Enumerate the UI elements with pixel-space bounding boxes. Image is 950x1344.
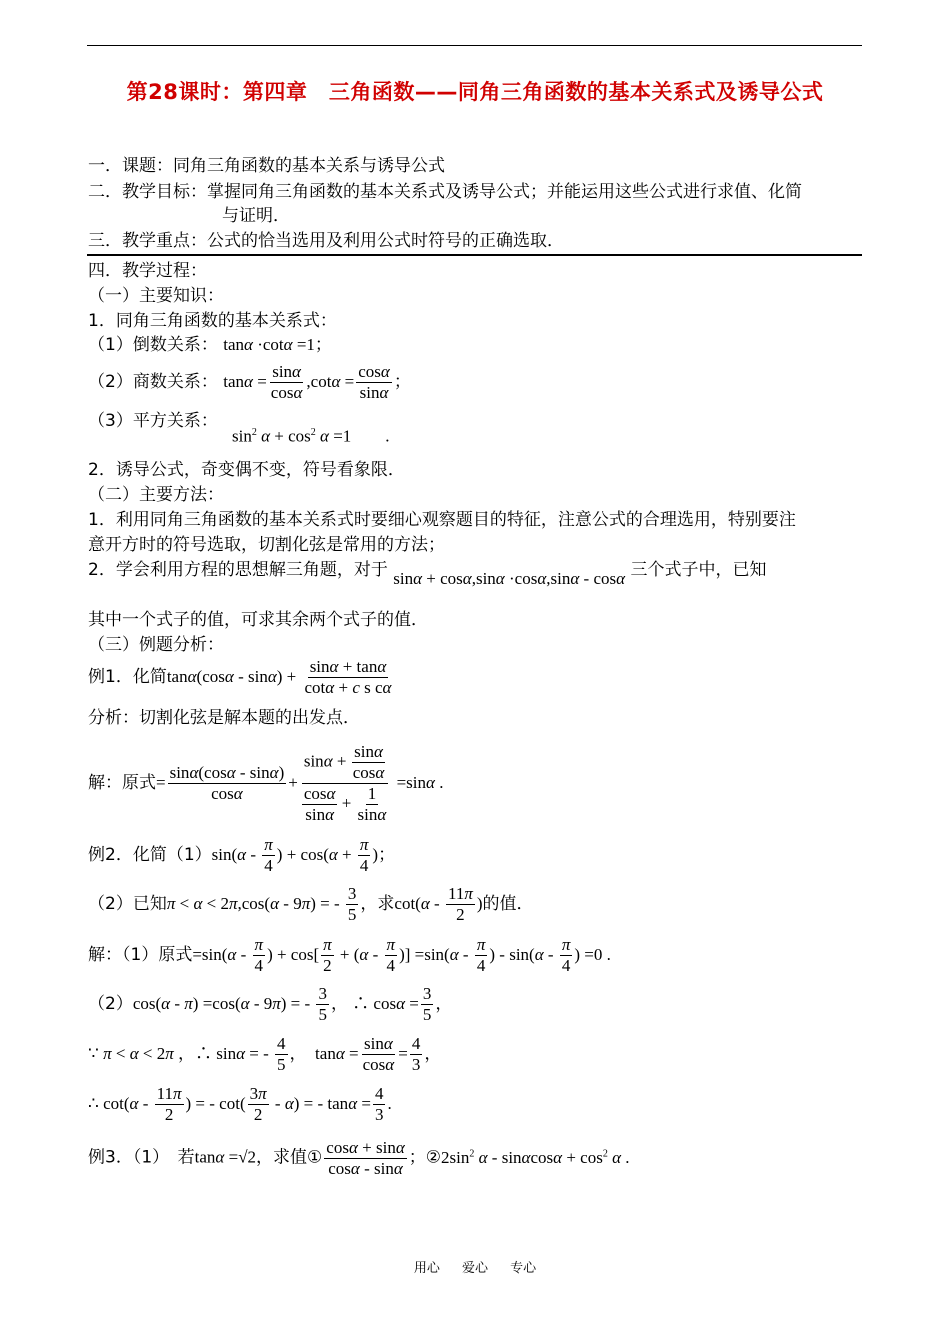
- example-2-solution-2: （2）cos(α - π) =cos(α - 9π) = - $\frac{3}{5}$ ， ∴ cosα = $\frac{3}{5}$ ，: [88, 984, 453, 1024]
- induction-formula: 2．诱导公式，奇变偶不变，符号看象限．: [88, 460, 405, 480]
- key-point-line: 三．教学重点：公式的恰当选用及利用公式时符号的正确选取．: [88, 231, 564, 251]
- process-heading: 四．教学过程：: [88, 261, 207, 281]
- top-rule: [87, 45, 862, 46]
- page-title: 第28课时：第四章 三角函数——同角三角函数的基本关系式及诱导公式: [126, 80, 824, 104]
- example-2-solution-3: ∵ π < α < 2π ，∴ sinα = - $\frac{4}{5}$ ， tanα = $\frac{\sin\alpha}{\cos\alpha}$ = $\frac{4}{3}$ ，: [88, 1034, 442, 1074]
- example-2-solution-1: 解：（1）原式=sin(α - $\frac{\pi}{4}$ ) + cos[ $\frac{\pi}{2}$ + (α - $\frac{\pi}{4}$ )] =sin(α - $\frac{\pi}{4}$ ) - sin(α - $\frac{\pi}{4}$ ) =0 .: [88, 935, 611, 975]
- method-2: 2．学会利用方程的思想解三角题，对于 sinα + cosα,sinα ·cosα,sinα - cosα 三个式子中，已知: [88, 560, 767, 588]
- example-1-solution: 解：原式= $\frac{\sin\alpha(\cos\alpha - \sin\alpha)}{\cos\alpha}$ + sinα + $\frac{\sin\alpha}{\cos\alpha}$ $\frac{\cos\alpha}{\sin\alpha}$ + $\frac{1}{\sin\alpha}$ =sinα .: [88, 742, 444, 824]
- square-relation: $\sin^2 \alpha + \cos^2 \alpha =1$ .: [232, 426, 390, 446]
- example-1: 例1．化简tanα(cosα - sinα) + $\frac{\sin\alpha + \tan\alpha}{\text{cotα + c s cα}}$: [88, 657, 392, 697]
- footer-text-1: 用心: [413, 1261, 440, 1276]
- square-relation-label: （3）平方关系：: [88, 411, 218, 431]
- example-1-analysis: 分析：切割化弦是解本题的出发点．: [88, 708, 360, 728]
- examples-heading: （三）例题分析：: [88, 635, 224, 655]
- objective-line: 二．教学目标：掌握同角三角函数的基本关系式及诱导公式；并能运用这些公式进行求值、化简: [88, 182, 802, 202]
- example-2-part2: （2）已知π < α < 2π,cos(α - 9π) = - $\frac{3}{5}$ ，求cot(α - $\frac{11\pi}{2}$ )的值．: [88, 884, 534, 924]
- objective-line-2: 与证明．: [222, 206, 290, 226]
- topic-line: 一．课题：同角三角函数的基本关系与诱导公式: [88, 156, 445, 176]
- basic-relations-heading: 1．同角三角函数的基本关系式：: [88, 311, 337, 331]
- method-2-cont: 其中一个式子的值，可求其余两个式子的值．: [88, 610, 428, 630]
- main-knowledge-heading: （一）主要知识：: [88, 286, 224, 306]
- footer: [0, 1257, 950, 1276]
- example-3: 例3．（1） 若tanα =√2，求值① $\frac{\cos\alpha + \sin\alpha}{\cos\alpha - \sin\alpha}$ ；$②2\sin^2$ $\alpha - \sin\alpha\cos\alpha + \cos^2 \alpha$ .: [88, 1137, 630, 1178]
- footer-text-2: 爱心: [461, 1261, 488, 1276]
- section-rule: [87, 254, 862, 256]
- example-2: 例2．化简（1）sin(α - $\frac{\pi}{4}$ ) + cos(α + $\frac{\pi}{4}$ )；: [88, 835, 396, 875]
- method-1: 1．利用同角三角函数的基本关系式时要细心观察题目的特征，注意公式的合理选用，特别要注: [88, 510, 796, 530]
- quotient-relation: （2）商数关系： tanα = $\frac{\sin\alpha}{\cos\alpha}$ ,cotα = $\frac{\cos\alpha}{\sin\alpha}$ ；: [88, 362, 411, 402]
- footer-text-3: 专心: [510, 1261, 537, 1276]
- reciprocal-relation: （1）倒数关系： tanα ·cotα =1；: [88, 335, 332, 355]
- method-1-cont: 意开方时的符号选取，切割化弦是常用的方法；: [88, 535, 445, 555]
- example-2-solution-4: ∴ cot(α - $\frac{11\pi}{2}$ ) = - cot( $\frac{3\pi}{2}$ - α) = - tanα = $\frac{4}{3}$ .: [88, 1084, 392, 1124]
- methods-heading: （二）主要方法：: [88, 485, 224, 505]
